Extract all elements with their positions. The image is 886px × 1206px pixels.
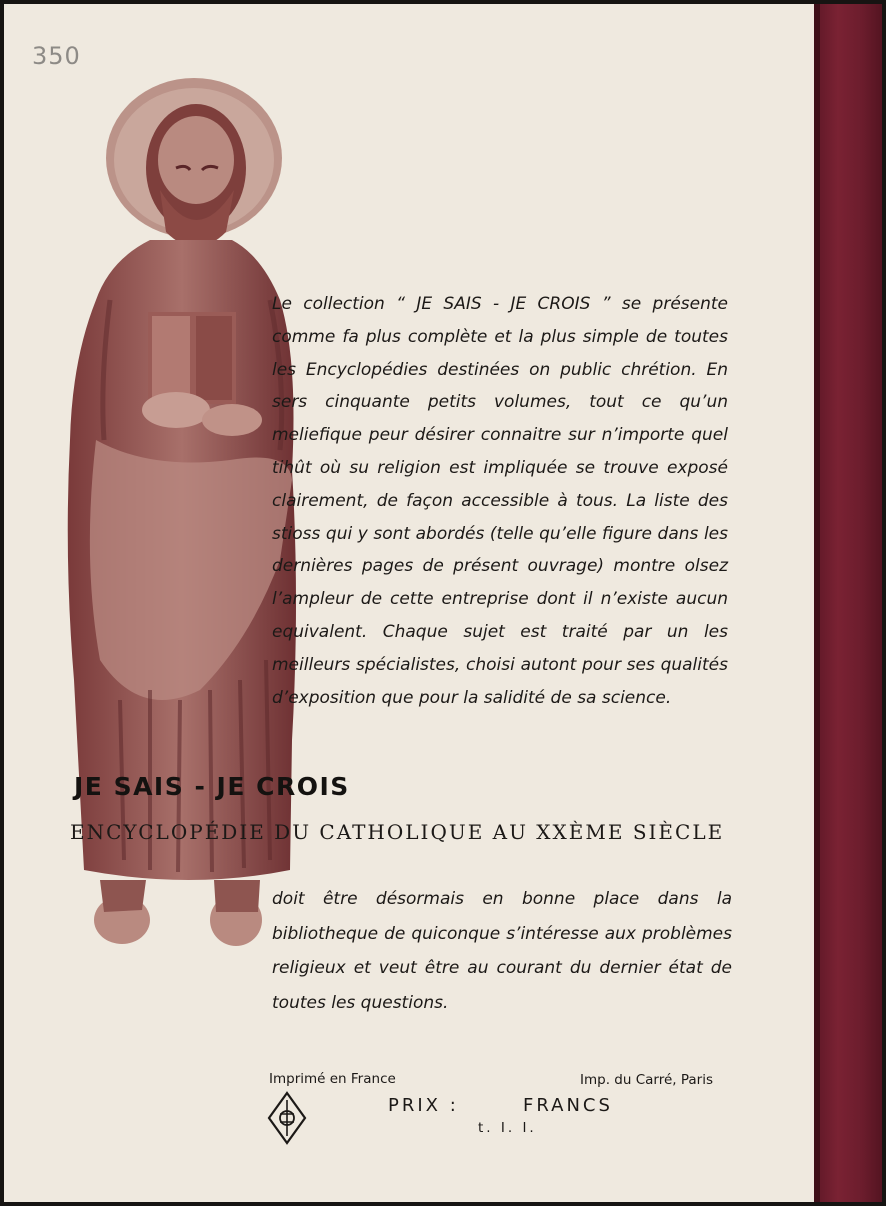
series-title: JE SAIS - JE CROIS: [74, 772, 350, 801]
printer-label: Imp. du Carré, Paris: [580, 1072, 713, 1088]
price-unit: FRANCS: [523, 1095, 613, 1116]
pencil-mark: 350: [32, 42, 81, 70]
publisher-emblem-icon: [266, 1090, 308, 1146]
series-subtitle: ENCYCLOPÉDIE DU CATHOLIQUE AU XXÈME SIÈCLE: [70, 820, 725, 844]
intro-paragraph: Le collection “ JE SAIS - JE CROIS ” se présente comme fa plus complète et la plus simple de toutes les Encyclopédies destinées on public chrétion. En sers cinquante petits volumes, tout ce qu’un meliefique peur désirer connaitre sur n’importe quel tihût où su religion est impliquée se trouve exposé clairement, de façon accessible à tous. La liste des stioss qui y sont abordés (telle qu’elle figure dans les dernières pages de présent ouvrage) montre olsez l’ampleur de cette entreprise dont il n’existe aucun equivalent. Chaque sujet est traité par un les meilleurs spécialistes, choisi autont pour ses qualités d’exposition que pour la salidité de sa science.: [272, 294, 728, 708]
catalog-code: t. I. I.: [478, 1120, 537, 1136]
printed-in-label: Imprimé en France: [269, 1071, 396, 1087]
price-label: PRIX :: [388, 1095, 459, 1116]
closing-paragraph: doit être désormais en bonne place dans la bibliotheque de quiconque s’intéresse aux problèmes religieux et veut être au courant du dernier état de toutes les questions.: [272, 889, 732, 1013]
